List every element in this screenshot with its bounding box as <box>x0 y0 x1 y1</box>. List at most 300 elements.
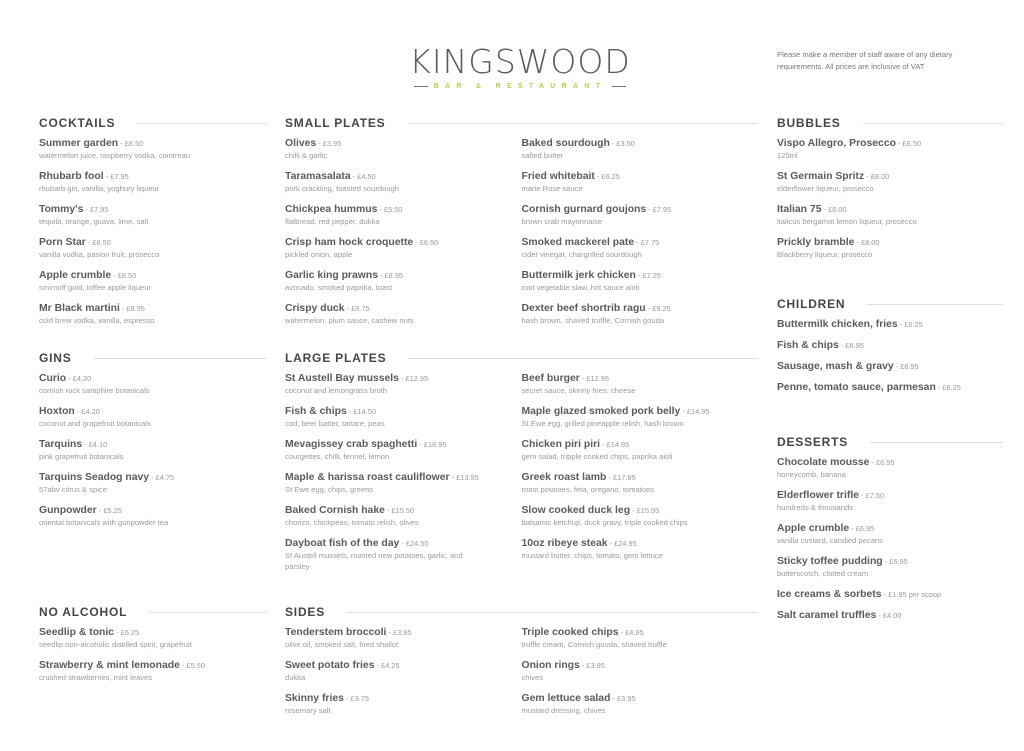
menu-item-price: £3.95 <box>617 694 636 703</box>
menu-item-price: £9.25 <box>652 304 671 313</box>
section-title: NO ALCOHOL <box>39 605 128 619</box>
menu-item <box>522 236 759 269</box>
menu-item-name: Chocolate mousse <box>777 457 870 468</box>
menu-item-name: Sweet potato fries <box>285 660 375 671</box>
price-separator: - <box>869 458 876 467</box>
menu-item-line <box>39 269 267 282</box>
menu-item-description: olive oil, smoked salt, fried shallot <box>285 640 399 649</box>
menu-item <box>777 170 1003 203</box>
menu-item <box>777 360 1003 381</box>
menu-item-line <box>777 588 1003 601</box>
menu-item-line <box>39 236 267 249</box>
menu-item-description: rosemary salt <box>285 706 331 715</box>
menu-item-line <box>39 170 267 183</box>
menu-item-line <box>39 203 267 216</box>
price-separator: - <box>579 661 587 670</box>
section-columns <box>285 137 758 335</box>
menu-item <box>285 170 522 203</box>
menu-item-line <box>285 626 522 639</box>
menu-item-name: Olives <box>285 138 317 149</box>
menu-item-line <box>777 236 1003 249</box>
menu-column <box>39 626 267 692</box>
section-title: BUBBLES <box>777 116 841 130</box>
menu-item <box>285 659 522 692</box>
menu-item-name: Buttermilk jerk chicken <box>521 270 636 281</box>
menu-item-name: Gunpowder <box>39 505 97 516</box>
menu-item-price: £12.95 <box>405 374 429 383</box>
brand-logo <box>380 42 660 90</box>
menu-item-description: marie Rose sauce <box>521 184 583 193</box>
menu-item-name: Slow cooked duck leg <box>521 505 631 516</box>
menu-item-name: Mevagissey crab spaghetti <box>285 439 418 450</box>
menu-item-description: dukka <box>285 673 306 682</box>
section-header <box>39 116 267 130</box>
menu-item-name: Prickly bramble <box>777 237 855 248</box>
menu-item-name: Elderflower trifle <box>777 490 859 501</box>
section-divider <box>137 123 267 124</box>
menu-item-name: Triple cooked chips <box>521 627 619 638</box>
section-divider <box>870 442 1003 443</box>
price-separator: - <box>645 304 653 313</box>
menu-item-name: Tarquins <box>39 439 83 450</box>
price-separator: - <box>377 271 385 280</box>
section-columns <box>39 626 267 692</box>
price-separator: - <box>377 205 384 214</box>
menu-item <box>522 504 759 537</box>
menu-item-line <box>777 381 1003 394</box>
menu-item <box>285 504 522 537</box>
price-separator: - <box>579 374 587 383</box>
menu-column <box>777 137 1003 269</box>
menu-item <box>39 203 267 236</box>
section-children <box>777 297 1003 402</box>
menu-item-line <box>777 360 1003 373</box>
menu-item-line <box>285 170 522 183</box>
menu-column <box>522 137 759 335</box>
menu-item-line <box>522 471 759 484</box>
menu-item-line <box>777 456 1003 469</box>
menu-item-name: Onion rings <box>521 660 580 671</box>
price-separator: - <box>635 271 643 280</box>
menu-item <box>285 537 522 570</box>
section-columns <box>285 626 758 725</box>
menu-item-description: vanilla custard, candied pecans <box>777 536 883 545</box>
section-columns <box>777 137 1003 269</box>
section-header <box>777 297 1003 311</box>
section-cocktails <box>39 116 267 335</box>
menu-item <box>522 203 759 236</box>
menu-item <box>285 302 522 335</box>
menu-item-price: £8.95 <box>126 304 145 313</box>
price-separator: - <box>96 506 104 515</box>
menu-item-price: £6.95 <box>845 341 864 350</box>
price-separator: - <box>821 205 829 214</box>
price-separator: - <box>859 491 866 500</box>
menu-item-line <box>39 659 267 672</box>
menu-item-description: seedlip non-alcoholic distilled spirit, grapefruit <box>39 640 192 649</box>
menu-item-name: Tarquins Seadog navy <box>39 472 150 483</box>
price-separator: - <box>849 524 856 533</box>
menu-item-price: £6.25 <box>601 172 620 181</box>
section-divider <box>408 358 758 359</box>
menu-item <box>39 170 267 203</box>
menu-item-description: courgettes, chilli, fennel, lemon <box>285 452 390 461</box>
menu-item <box>285 438 522 471</box>
menu-item-description: smirnoff gold, toffee apple liqueur <box>39 283 152 292</box>
section-no-alcohol <box>39 605 267 692</box>
menu-item-price: £17.95 <box>612 473 636 482</box>
section-sides <box>285 605 758 725</box>
menu-item <box>777 318 1003 339</box>
menu-item-name: Summer garden <box>39 138 119 149</box>
menu-item-description: truffle cream, Cornish gouda, shaved truffle <box>521 640 667 649</box>
price-separator: - <box>413 238 420 247</box>
menu-item-name: Maple glazed smoked pork belly <box>521 406 681 417</box>
price-separator: - <box>149 473 156 482</box>
menu-item-price: £8.00 <box>860 238 880 247</box>
menu-item <box>39 372 267 405</box>
menu-item-line <box>39 471 267 484</box>
menu-item-price: £5.50 <box>186 661 205 670</box>
section-title: CHILDREN <box>777 297 846 311</box>
menu-item-name: Dayboat fish of the day <box>285 538 400 549</box>
menu-item <box>39 302 267 335</box>
price-separator: - <box>83 205 91 214</box>
menu-item-line <box>777 339 1003 352</box>
price-separator: - <box>344 304 352 313</box>
section-title: GINS <box>39 351 72 365</box>
menu-item-name: Fried whitebait <box>521 171 595 182</box>
menu-item-line <box>522 504 759 517</box>
section-columns <box>285 372 758 570</box>
menu-item-price: £6.50 <box>902 139 922 148</box>
menu-item-description: 57abv citrus & spice <box>39 485 107 494</box>
menu-item-price: £8.95 <box>384 271 404 280</box>
menu-item <box>522 137 759 170</box>
menu-item-description: italicus bergamot lemon liqueur, prosecco <box>777 217 917 226</box>
menu-item-name: Curio <box>39 373 67 384</box>
menu-item-description: hash brown, shaved truffle, Cornish gouda <box>521 316 665 325</box>
menu-item-description: cornish rock samphire botanicals <box>39 386 150 395</box>
menu-item-price: £8.75 <box>351 304 370 313</box>
section-header <box>777 116 1003 130</box>
menu-item <box>39 659 267 692</box>
menu-item <box>522 471 759 504</box>
price-separator: - <box>374 661 382 670</box>
menu-item-description: cod, beer batter, tartare, peas <box>285 419 385 428</box>
price-separator: - <box>882 557 890 566</box>
menu-item <box>39 471 267 504</box>
menu-item-name: Beef burger <box>521 373 580 384</box>
menu-item <box>39 438 267 471</box>
menu-item-name: Seedlip & tonic <box>39 627 115 638</box>
menu-item-line <box>522 269 759 282</box>
menu-item-price: £14.95 <box>686 407 710 416</box>
menu-item <box>522 537 759 570</box>
price-separator: - <box>630 506 637 515</box>
menu-item-name: Crispy duck <box>285 303 345 314</box>
price-separator: - <box>607 539 615 548</box>
section-title: SMALL PLATES <box>285 116 386 130</box>
menu-item <box>777 555 1003 588</box>
menu-item-line <box>522 438 759 451</box>
price-separator: - <box>343 694 351 703</box>
menu-item-name: St Germain Spritz <box>777 171 865 182</box>
menu-item <box>522 372 759 405</box>
price-separator: - <box>449 473 457 482</box>
menu-item-name: Buttermilk chicken, fries <box>777 319 898 330</box>
menu-item <box>777 588 1003 609</box>
menu-item-price: £6.25 <box>904 320 923 329</box>
menu-item-name: Gem lettuce salad <box>521 693 611 704</box>
menu-item-description: St Ewe egg, grilled pineapple relish, hash brown <box>521 419 684 428</box>
price-separator: - <box>66 374 73 383</box>
price-separator: - <box>606 473 613 482</box>
menu-item-description: salted butter <box>521 151 564 160</box>
menu-item-name: Strawberry & mint lemonade <box>39 660 180 671</box>
menu-item-name: Cornish gurnard goujons <box>521 204 647 215</box>
menu-item-description: crushed strawberries, mint leaves <box>39 673 153 682</box>
menu-item-line <box>285 372 522 385</box>
menu-item-name: Baked Cornish hake <box>285 505 385 516</box>
menu-item <box>39 405 267 438</box>
section-header <box>39 351 267 365</box>
menu-item-name: Italian 75 <box>777 204 822 215</box>
menu-item-description: watermelon, plum sauce, cashew nuts <box>285 316 414 325</box>
menu-item <box>285 692 522 725</box>
menu-item-description: avocado, smoked paprika, toast <box>285 283 393 292</box>
menu-item-name: Rhubarb fool <box>39 171 104 182</box>
menu-item-price: £8.50 <box>124 139 144 148</box>
menu-item-price: £4.00 <box>882 611 902 620</box>
menu-item-name: Smoked mackerel pate <box>521 237 635 248</box>
section-header <box>39 605 267 619</box>
menu-item <box>777 339 1003 360</box>
price-separator: - <box>893 362 901 371</box>
menu-item-line <box>285 438 522 451</box>
menu-item-price: £15.95 <box>636 506 660 515</box>
menu-item-description: pink grapefruit botanicals <box>39 452 124 461</box>
menu-column <box>39 137 267 335</box>
menu-item <box>777 381 1003 402</box>
price-separator: - <box>346 407 354 416</box>
menu-item-description: vanilla vodka, pasion fruit, prosecco <box>39 250 160 259</box>
menu-item-name: Dexter beef shortrib ragu <box>521 303 646 314</box>
menu-item-price: £6.95 <box>875 458 895 467</box>
menu-item-name: Taramasalata <box>285 171 351 182</box>
menu-item-line <box>285 659 522 672</box>
menu-column <box>522 372 759 570</box>
menu-item-line <box>39 626 267 639</box>
menu-item-description: gem salad, tripple cooked chips, paprika aioli <box>521 452 673 461</box>
menu-item-price: £3.50 <box>616 139 635 148</box>
menu-item-price: £5.50 <box>383 205 403 214</box>
menu-item-line <box>39 504 267 517</box>
price-separator: - <box>881 590 889 599</box>
menu-item-name: Tenderstem broccoli <box>285 627 387 638</box>
menu-item-price: £8.00 <box>828 205 847 214</box>
menu-item-line <box>522 302 759 315</box>
menu-item-price: £14.50 <box>353 407 376 416</box>
menu-item-description: chilli & garlic <box>285 151 328 160</box>
price-separator: - <box>417 440 424 449</box>
menu-item-price: £4.95 <box>625 628 644 637</box>
price-separator: - <box>119 304 127 313</box>
menu-item-line <box>522 170 759 183</box>
menu-item-line <box>285 692 522 705</box>
menu-column <box>522 626 759 725</box>
menu-item <box>777 203 1003 236</box>
menu-item-line <box>285 203 522 216</box>
menu-item-name: Sausage, mash & gravy <box>777 361 894 372</box>
price-separator: - <box>864 172 871 181</box>
menu-item-description: butterscotch, clotted cream <box>777 569 869 578</box>
section-header <box>285 116 758 130</box>
price-separator: - <box>398 374 406 383</box>
menu-item-line <box>522 203 759 216</box>
menu-item-description: cider vinegar, chargrilled sourdough <box>521 250 642 259</box>
menu-item-name: Apple crumble <box>777 523 850 534</box>
menu-item <box>522 170 759 203</box>
menu-item-price: £24.50 <box>405 539 429 548</box>
menu-item-price: £7.50 <box>865 491 885 500</box>
menu-item-line <box>522 537 759 550</box>
menu-item-name: Chickpea hummus <box>285 204 378 215</box>
menu-item-description: rhubarb gin, vanilla, yoghury liqueur <box>39 184 160 193</box>
menu-item-description: honeycomb, banana <box>777 470 846 479</box>
menu-item-description: secret sauce, skinny fries, cheese <box>521 386 636 395</box>
menu-item-name: Apple crumble <box>39 270 112 281</box>
menu-column <box>285 137 522 335</box>
menu-item-description: Blackberry liqueur, prosecco <box>777 250 873 259</box>
price-separator: - <box>646 205 653 214</box>
menu-item-name: Greek roast lamb <box>521 472 607 483</box>
menu-item-price: £7.95 <box>652 205 672 214</box>
menu-item-price: £4.75 <box>155 473 175 482</box>
menu-item-price: £1.95 per scoop <box>888 590 942 599</box>
menu-item <box>285 471 522 504</box>
menu-item <box>285 236 522 269</box>
menu-item <box>777 137 1003 170</box>
menu-item-line <box>777 522 1003 535</box>
price-separator: - <box>82 440 89 449</box>
menu-item-line <box>39 302 267 315</box>
menu-item <box>285 269 522 302</box>
section-columns <box>777 318 1003 402</box>
price-separator: - <box>350 172 358 181</box>
divider <box>612 86 626 87</box>
menu-item-price: £4.25 <box>381 661 400 670</box>
menu-item-name: Maple & harissa roast cauliflower <box>285 472 450 483</box>
menu-item-line <box>777 170 1003 183</box>
brand-name: KINGSWOOD <box>409 42 631 81</box>
price-separator: - <box>634 238 641 247</box>
menu-item-price: £13.95 <box>456 473 479 482</box>
menu-item-line <box>777 609 1003 622</box>
menu-item-description: St Ewe egg, chips, greens <box>285 485 374 494</box>
price-separator: - <box>897 320 905 329</box>
menu-item-line <box>522 236 759 249</box>
menu-item-name: Hoxton <box>39 406 75 417</box>
menu-item-name: 10oz ribeye steak <box>521 538 608 549</box>
price-separator: - <box>876 611 883 620</box>
price-separator: - <box>618 628 626 637</box>
brand-subtitle-row <box>380 83 660 90</box>
menu-item-price: £7.95 <box>90 205 109 214</box>
section-divider <box>347 612 758 613</box>
price-separator: - <box>118 139 125 148</box>
menu-item-line <box>777 489 1003 502</box>
section-gins <box>39 351 267 537</box>
section-title: LARGE PLATES <box>285 351 387 365</box>
menu-item-line <box>777 555 1003 568</box>
menu-item-name: Fish & chips <box>285 406 347 417</box>
divider <box>414 86 428 87</box>
menu-item-price: £6.95 <box>889 557 908 566</box>
section-columns <box>39 372 267 537</box>
price-separator: - <box>680 407 687 416</box>
menu-item-price: £6.95 <box>855 524 875 533</box>
menu-item-price: £6.50 <box>419 238 439 247</box>
menu-item-name: Ice creams & sorbets <box>777 589 882 600</box>
menu-item <box>285 203 522 236</box>
menu-item <box>777 489 1003 522</box>
menu-item <box>39 137 267 170</box>
menu-item-description: oriental botanicals with gunpowder tea <box>39 518 169 527</box>
menu-item <box>39 504 267 537</box>
section-divider <box>863 123 1003 124</box>
menu-item-line <box>285 137 522 150</box>
menu-item-description: St Austell mussels, roasted new potatoes, garlic, and parsley <box>285 551 463 571</box>
section-title: DESSERTS <box>777 435 849 449</box>
price-separator: - <box>114 628 121 637</box>
menu-item-description: flatbread, red pepper, dukka <box>285 217 380 226</box>
price-separator: - <box>316 139 323 148</box>
menu-item-line <box>285 471 522 484</box>
menu-item <box>39 269 267 302</box>
section-title: SIDES <box>285 605 326 619</box>
menu-item <box>285 372 522 405</box>
price-separator: - <box>935 383 943 392</box>
section-header <box>285 351 758 365</box>
menu-item-name: Skinny fries <box>285 693 344 704</box>
menu-item <box>39 626 267 659</box>
menu-item-description: balsamic ketchup, duck gravy, triple cooked chips <box>521 518 688 527</box>
menu-item-description: roast potatoes, feta, oregano, tomatoes <box>521 485 655 494</box>
menu-item-price: £6.95 <box>900 362 919 371</box>
menu-item-price: £15.50 <box>391 506 415 515</box>
menu-item-description: chives <box>521 673 544 682</box>
menu-item-name: Baked sourdough <box>521 138 610 149</box>
price-separator: - <box>103 172 111 181</box>
menu-item-line <box>522 405 759 418</box>
section-small-plates <box>285 116 758 335</box>
price-separator: - <box>594 172 602 181</box>
menu-item <box>777 609 1003 630</box>
menu-item-name: Tommy's <box>39 204 84 215</box>
section-columns <box>777 456 1003 630</box>
price-separator: - <box>85 238 93 247</box>
menu-item-name: Penne, tomato sauce, parmesan <box>777 382 936 393</box>
menu-item-name: Garlic king prawns <box>285 270 378 281</box>
price-separator: - <box>386 628 394 637</box>
section-desserts <box>777 435 1003 630</box>
price-separator: - <box>895 139 903 148</box>
menu-item-price: £7.95 <box>110 172 129 181</box>
menu-item <box>285 626 522 659</box>
price-separator: - <box>111 271 118 280</box>
menu-item-price: £6.25 <box>120 628 140 637</box>
